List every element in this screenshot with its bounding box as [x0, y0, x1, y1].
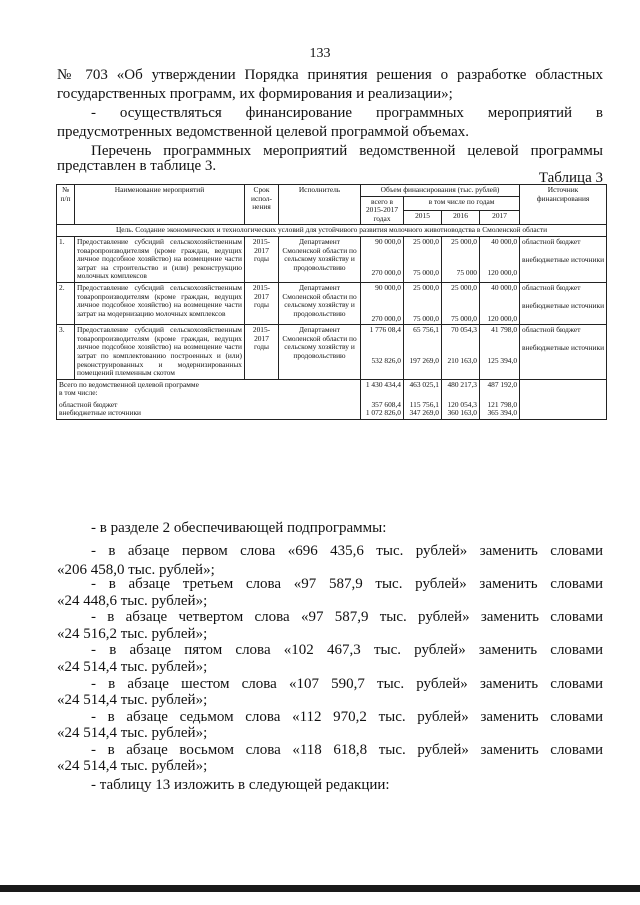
bottom-border — [0, 885, 640, 892]
header-row — [57, 185, 607, 197]
summary-source — [520, 379, 607, 419]
header-year: 2017 — [480, 210, 520, 224]
value-regional: 1 776 08,4 — [369, 325, 401, 335]
after-line-6: - в абзаце четвертом слова «97 587,9 тыс. рублей» заменить словами — [91, 609, 603, 625]
value-regional: 41 798,0 — [491, 325, 518, 335]
after-line-10: - в абзаце шестом слова «107 590,7 тыс. рублей» заменить словами — [91, 676, 603, 692]
value-extra: 75 000 — [456, 267, 477, 277]
value-extra: 270 000,0 — [371, 267, 401, 277]
after-line-4: - в абзаце третьем слова «97 587,9 тыс. рублей» заменить словами — [91, 576, 603, 592]
cell-name: Предоставление субсидий сельскохозяйственным товаропроизводителям (кроме граждан, ведущих личное подсобное хозяйство) на возмещение части затрат на строительство и (или) реконструкцию молочных комплексов — [75, 236, 245, 282]
source-regional: областной бюджет — [522, 282, 581, 292]
value-total: 1 430 434,4 — [365, 379, 401, 389]
summary-row — [57, 379, 607, 419]
value-regional: 40 000,0 — [491, 236, 518, 246]
after-line-2: - в абзаце первом слова «696 435,6 тыс. рублей» заменить словами — [91, 543, 603, 559]
cell-name: Предоставление субсидий сельскохозяйственным товаропроизводителям (кроме граждан, ведущих личное подсобное хозяйство) на возмещение части затрат на модернизацию молочных комплексов — [75, 282, 245, 324]
after-line-8: - в абзаце пятом слова «102 467,3 тыс. рублей» заменить словами — [91, 642, 603, 658]
value-regional: 65 756,1 — [413, 325, 439, 335]
table-row — [57, 282, 607, 324]
after-line-12: - в абзаце седьмом слова «112 970,2 тыс. рублей» заменить словами — [91, 709, 603, 725]
value-regional: 25 000,0 — [451, 282, 477, 292]
cell-year — [404, 282, 442, 324]
cell-term: 2015-2017 годы — [245, 236, 279, 282]
cell-year — [442, 325, 480, 380]
source-regional: областной бюджет — [522, 325, 581, 335]
summary-year — [404, 379, 442, 419]
value-total: 463 025,1 — [409, 379, 439, 389]
value-extra: 210 163,0 — [447, 355, 477, 365]
cell-source — [520, 282, 607, 324]
cell-year — [404, 325, 442, 380]
value-extra: 360 163,0 — [447, 408, 477, 418]
cell-source — [520, 236, 607, 282]
cell-year — [404, 236, 442, 282]
value-regional: 70 054,3 — [451, 325, 477, 335]
header-executor: Исполнитель — [279, 185, 361, 225]
header-total: всего в 2015-2017 годах — [361, 196, 404, 225]
program-table — [56, 184, 607, 420]
intro-line-5: Перечень программных мероприятий ведомственной целевой программы — [91, 143, 603, 159]
intro-line-6: представлен в таблице 3. — [57, 158, 217, 174]
cell-total — [361, 282, 404, 324]
intro-line-1: № 703 «Об утверждении Порядка принятия решения о разработке областных — [57, 67, 603, 83]
summary-incl: в том числе: — [59, 388, 98, 398]
value-extra: 1 072 826,0 — [365, 408, 401, 418]
after-line-9: «24 514,4 тыс. рублей»; — [57, 659, 208, 675]
after-line-15: «24 514,4 тыс. рублей»; — [57, 758, 208, 774]
cell-executor: Департамент Смоленской области по сельскому хозяйству и продовольствию — [279, 325, 361, 380]
summary-labels — [57, 379, 361, 419]
source-extra: внебюджетные источники — [522, 300, 605, 310]
cell-year — [442, 282, 480, 324]
table-row — [57, 236, 607, 282]
cell-year — [480, 325, 520, 380]
value-extra: 120 000,0 — [487, 267, 518, 277]
header-volume: Объем финансирования (тыс. рублей) — [361, 185, 520, 197]
summary-total — [361, 379, 404, 419]
value-regional: 25 000,0 — [413, 236, 439, 246]
after-line-7: «24 516,2 тыс. рублей»; — [57, 626, 208, 642]
cell-num: 3. — [57, 325, 75, 380]
cell-name: Предоставление субсидий сельскохозяйственным товаропроизводителям (кроме граждан, ведущих личное подсобное хозяйство) на возмещение части затрат по комплектованию построенных и (или) реконструированных и модернизированных помещений племенным скотом — [75, 325, 245, 380]
value-regional: 121 798,0 — [487, 399, 518, 409]
header-by-year: в том числе по годам — [404, 196, 520, 210]
summary-regional: областной бюджет — [59, 399, 118, 409]
value-regional: 115 756,1 — [409, 399, 439, 409]
cell-total — [361, 325, 404, 380]
header-source: Источник финансирования — [520, 185, 607, 225]
value-extra: 347 269,0 — [409, 408, 439, 418]
intro-line-4: предусмотренных ведомственной целевой программой объемах. — [57, 124, 469, 140]
value-extra: 75 000,0 — [451, 313, 477, 323]
header-num: № п/п — [57, 185, 75, 225]
after-line-1: - в разделе 2 обеспечивающей подпрограммы: — [91, 520, 387, 536]
value-extra: 75 000,0 — [413, 313, 439, 323]
cell-year — [442, 236, 480, 282]
after-line-3: «206 458,0 тыс. рублей»; — [57, 562, 215, 578]
table-caption: Таблица 3 — [538, 170, 603, 186]
page-number: 133 — [309, 46, 331, 61]
value-regional: 25 000,0 — [413, 282, 439, 292]
value-regional: 357 608,4 — [371, 399, 401, 409]
value-extra: 365 394,0 — [487, 408, 518, 418]
goal-text: Цель. Создание экономических и технологических условий для устойчивого развития молочного животноводства в Смоленской области — [57, 225, 607, 237]
table-row — [57, 325, 607, 380]
value-extra: 270 000,0 — [371, 313, 401, 323]
after-line-11: «24 514,4 тыс. рублей»; — [57, 692, 208, 708]
header-term: Срок испол- нения — [245, 185, 279, 225]
value-total: 487 192,0 — [487, 379, 518, 389]
cell-term: 2015-2017 годы — [245, 282, 279, 324]
header-year: 2015 — [404, 210, 442, 224]
intro-line-2: государственных программ, их формирования и реализации»; — [57, 86, 453, 102]
cell-executor: Департамент Смоленской области по сельскому хозяйству и продовольствию — [279, 236, 361, 282]
header-year: 2016 — [442, 210, 480, 224]
cell-term: 2015-2017 годы — [245, 325, 279, 380]
after-line-16: - таблицу 13 изложить в следующей редакции: — [91, 777, 390, 793]
summary-extra: внебюджетные источники — [59, 408, 142, 418]
value-extra: 125 394,0 — [487, 355, 518, 365]
header-name: Наименование мероприятий — [75, 185, 245, 225]
value-regional: 90 000,0 — [375, 282, 401, 292]
summary-year — [480, 379, 520, 419]
value-extra: 120 000,0 — [487, 313, 518, 323]
value-extra: 532 826,0 — [371, 355, 401, 365]
value-total: 480 217,3 — [447, 379, 477, 389]
source-regional: областной бюджет — [522, 236, 581, 246]
source-extra: внебюджетные источники — [522, 342, 605, 352]
cell-year — [480, 236, 520, 282]
summary-year — [442, 379, 480, 419]
cell-executor: Департамент Смоленской области по сельскому хозяйству и продовольствию — [279, 282, 361, 324]
source-extra: внебюджетные источники — [522, 254, 605, 264]
cell-num: 1. — [57, 236, 75, 282]
after-line-13: «24 514,4 тыс. рублей»; — [57, 725, 208, 741]
value-regional: 25 000,0 — [451, 236, 477, 246]
value-regional: 120 054,3 — [447, 399, 477, 409]
cell-num: 2. — [57, 282, 75, 324]
goal-row — [57, 225, 607, 237]
cell-year — [480, 282, 520, 324]
summary-title: Всего по ведомственной целевой программе — [59, 379, 199, 389]
value-regional: 40 000,0 — [491, 282, 518, 292]
cell-source — [520, 325, 607, 380]
value-regional: 90 000,0 — [375, 236, 401, 246]
after-line-5: «24 448,6 тыс. рублей»; — [57, 593, 208, 609]
value-extra: 75 000,0 — [413, 267, 439, 277]
cell-total — [361, 236, 404, 282]
after-line-14: - в абзаце восьмом слова «118 618,8 тыс. рублей» заменить словами — [91, 742, 603, 758]
intro-line-3: - осуществляться финансирование программных мероприятий в — [91, 105, 603, 121]
value-extra: 197 269,0 — [409, 355, 439, 365]
